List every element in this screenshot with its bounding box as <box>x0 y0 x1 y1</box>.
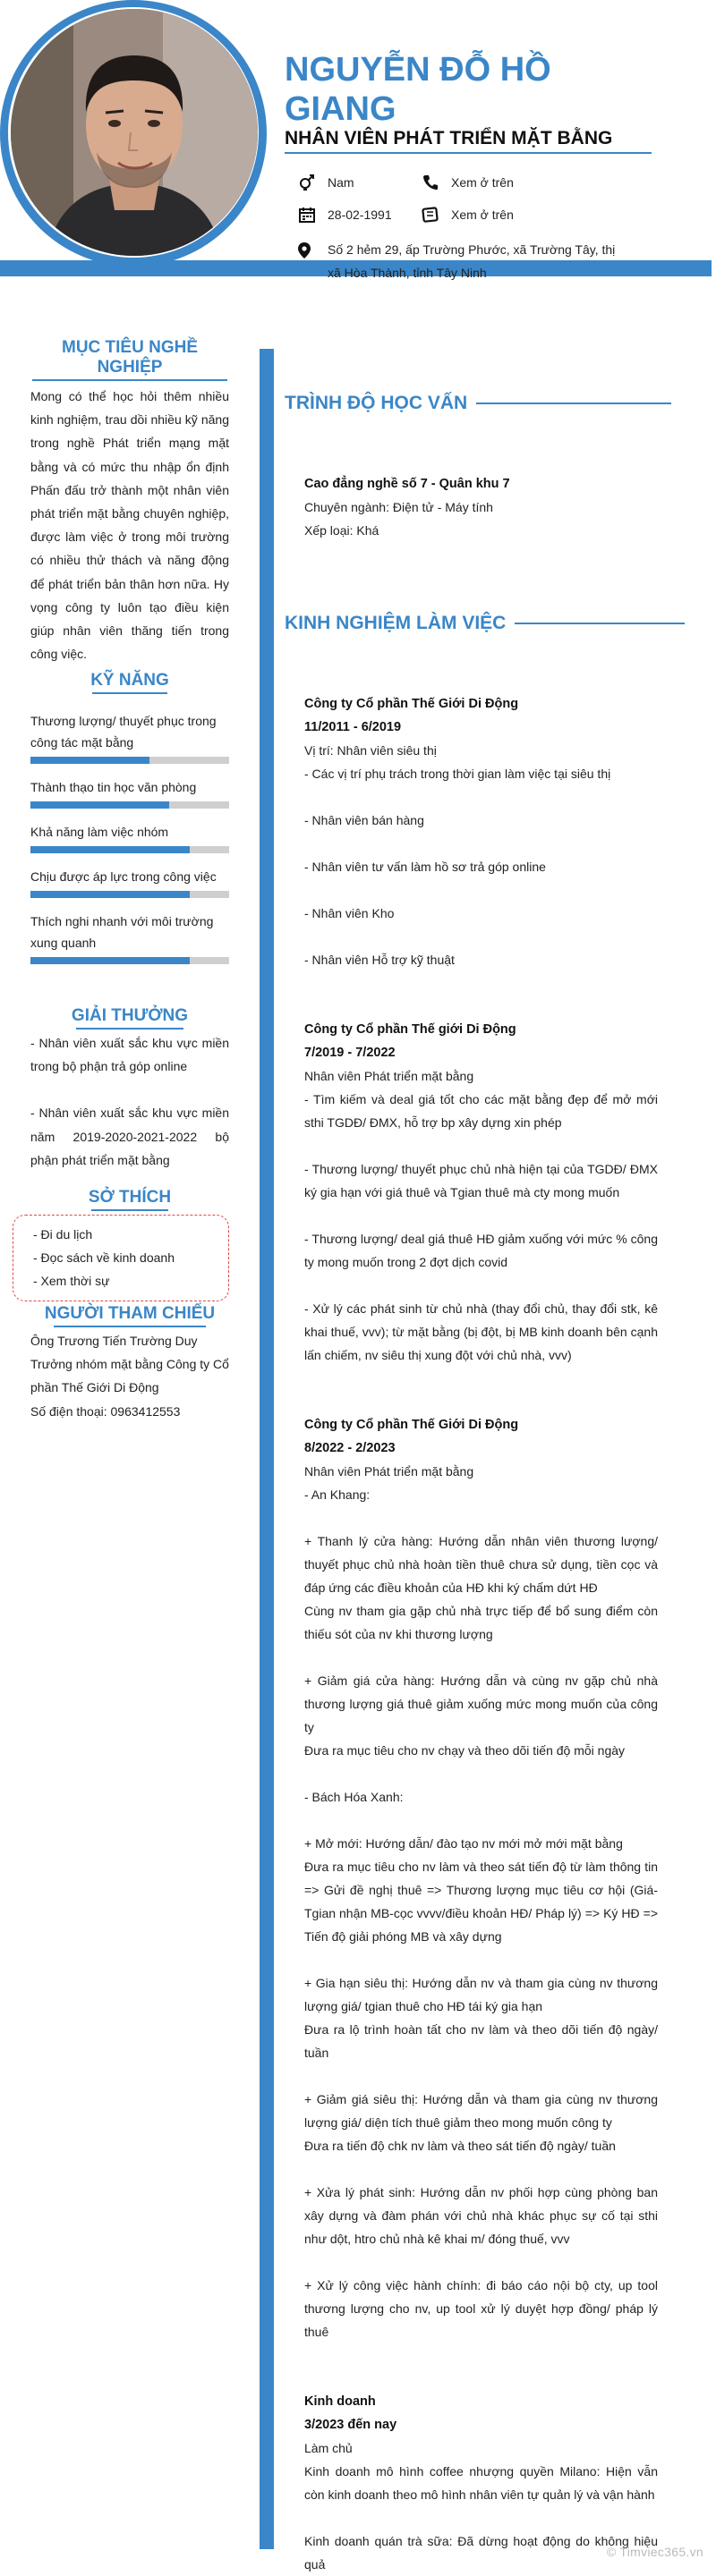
skill-level-fill <box>30 846 190 853</box>
phone-row <box>421 174 514 191</box>
education-grade: Xếp loại: Khá <box>304 523 379 538</box>
skill-label: Thương lượng/ thuyết phục trong công tác mặt bằng <box>30 714 217 750</box>
skill-label: Chịu được áp lực trong công việc <box>30 869 217 884</box>
spacer <box>304 1948 658 1971</box>
skill-level-bar <box>30 891 229 898</box>
title-underline <box>285 152 652 154</box>
job-detail-line: - Nhân viên Hỗ trợ kỹ thuật <box>304 953 455 967</box>
hobbies-underline <box>91 1209 168 1211</box>
skill-level-fill <box>30 801 169 809</box>
experience-rule <box>515 623 685 624</box>
skill-item <box>30 821 229 853</box>
skill-level-fill <box>30 891 190 898</box>
spacer <box>304 2506 658 2529</box>
job-detail-line: + Giảm giá cửa hàng: Hướng dẫn và cùng nv gặp chủ nhà thương lượng giá thuê giảm xuống mức mong muốn của công ty <box>304 1674 658 1734</box>
skills-title: KỸ NĂNG <box>90 671 169 690</box>
address-row <box>297 238 619 284</box>
skills-underline <box>92 692 167 694</box>
spacer <box>304 2064 658 2088</box>
hobbies-title: SỞ THÍCH <box>88 1188 172 1207</box>
awards-underline <box>76 1028 183 1030</box>
awards-section <box>30 1006 229 1172</box>
hobby-item: - Xem thời sự <box>33 1274 110 1288</box>
job-detail-line: Làm chủ <box>304 2441 353 2455</box>
job-detail-line: Đưa ra mục tiêu cho nv chạy và theo dõi tiến độ mỗi ngày <box>304 1743 626 1758</box>
job-period: 7/2019 - 7/2022 <box>304 1046 396 1060</box>
email-row <box>421 206 514 224</box>
spacer <box>304 925 658 948</box>
education-title: TRÌNH ĐỘ HỌC VẤN <box>285 393 468 413</box>
skill-item <box>30 776 229 809</box>
job-detail-line: + Xử lý công việc hành chính: đi báo cáo nội bộ cty, up tool thương lượng cho nv, up tool xử lý duyệt hợp đồng/ pháp lý thuê <box>304 2278 658 2339</box>
job-detail-line: Kinh doanh mô hình coffee nhượng quyền Milano: Hiện vẫn còn kinh doanh theo mô hình nhân viên tự quản lý và vận hành <box>304 2464 658 2502</box>
spacer <box>304 1134 658 1157</box>
experience-heading <box>285 613 685 634</box>
reference-name: Ông Trương Tiến Trường Duy <box>30 1334 198 1348</box>
education-section <box>304 472 658 542</box>
spacer <box>304 878 658 902</box>
reference-position: Trưởng nhóm mặt bằng Công ty Cổ phần Thế Giới Di Động <box>30 1357 229 1395</box>
job-detail-line: - Thương lượng/ deal giá thuê HĐ giảm xuống với mức % công ty mong muốn trong 2 đợt dịch covid <box>304 1232 658 1269</box>
job-detail-line: Nhân viên Phát triển mặt bằng <box>304 1464 474 1479</box>
skill-label: Thành thạo tin học văn phòng <box>30 780 197 794</box>
experience-title: KINH NGHIỆM LÀM VIỆC <box>285 613 507 633</box>
phone-value: Xem ở trên <box>451 175 514 190</box>
hobbies-box <box>13 1215 229 1301</box>
gender-value: Nam <box>328 175 354 190</box>
hobby-item: - Đi du lịch <box>33 1227 93 1241</box>
job-detail-line: + Thanh lý cửa hàng: Hướng dẫn nhân viên thương lượng/ thuyết phục chủ nhà hoàn tiền thuê chưa sử dụng, tiền cọc và đáp ứng các điều khoản của HĐ khi ký chấm dứt HĐ <box>304 1534 658 1595</box>
objective-text: Mong có thể học hỏi thêm nhiều kinh nghiệm, trau dồi nhiều kỹ năng trong nghề Phát triển mạng mặt bằng và có mức thu nhập ổn định Phấn đấu trở thành một nhân viên phát triển mặt bằng chuyên nghiệp, được làm việc ở trong môi trường có nhiều thử thách và năng động để phát triển bản thân hơn nữa. Hy vọng công ty luôn tạo điều kiện giúp nhân viên thăng tiến trong công việc. <box>30 389 229 662</box>
awards-title: GIẢI THƯỞNG <box>71 1006 189 1025</box>
skill-level-bar <box>30 957 229 964</box>
job-detail-line: - Các vị trí phụ trách trong thời gian làm việc tại siêu thị <box>304 767 611 781</box>
job-detail-line: - Nhân viên bán hàng <box>304 813 424 827</box>
job-title: NHÂN VIÊN PHÁT TRIỂN MẶT BẰNG <box>285 128 613 148</box>
award-item-1: - Nhân viên xuất sắc khu vực miền trong bộ phận trả góp online <box>30 1036 229 1074</box>
job-detail-line: + Giảm giá siêu thị: Hướng dẫn và tham gia cùng nv thương lượng giá/ diện tích thuê giảm theo mong muốn công ty <box>304 2092 658 2130</box>
job-period: 8/2022 - 2/2023 <box>304 1441 396 1455</box>
spacer <box>304 2250 658 2274</box>
skill-label: Khả năng làm việc nhóm <box>30 825 169 839</box>
skill-level-bar <box>30 846 229 853</box>
job-detail-line: + Gia hạn siêu thị: Hướng dẫn nv và tham gia cùng nv thương lượng giá/ tgian thuê cho HĐ tái ký gia hạn <box>304 1976 658 2013</box>
job-detail-line: Kinh doanh quán trà sữa: Đã dừng hoạt động do không hiệu quả <box>304 2534 658 2572</box>
gender-icon <box>297 174 317 191</box>
spacer <box>304 832 658 855</box>
job-detail-line: Nhân viên Phát triển mặt bằng <box>304 1069 474 1083</box>
job-detail-line: - Thương lượng/ thuyết phục chủ nhà hiện tại của TGDĐ/ ĐMX ký gia hạn với giá thuê và Tgian thuê mà cty mong muốn <box>304 1162 658 1199</box>
experience-list <box>304 692 658 2576</box>
job-company: Công ty Cổ phần Thế giới Di Động <box>304 1022 516 1037</box>
skill-level-bar <box>30 757 229 764</box>
hobbies-title-wrap <box>30 1188 229 1211</box>
skill-label: Thích nghi nhanh với môi trường xung quanh <box>30 914 214 950</box>
objective-title: MỤC TIÊU NGHỀ NGHIỆP <box>62 338 198 377</box>
skill-item <box>30 710 229 764</box>
location-icon <box>297 242 311 267</box>
job-detail-line: + Mở mới: Hướng dẫn/ đào tạo nv mới mở mới mặt bằng <box>304 1836 623 1851</box>
birthday-row <box>297 206 392 224</box>
skill-level-bar <box>30 801 229 809</box>
education-rule <box>476 402 671 404</box>
job-entry <box>304 1413 658 2343</box>
hobby-item: - Đọc sách về kinh doanh <box>33 1250 175 1265</box>
job-period: 3/2023 đến nay <box>304 2418 397 2432</box>
skill-item <box>30 866 229 898</box>
objective-section <box>30 338 229 665</box>
email-value: Xem ở trên <box>451 208 514 222</box>
spacer <box>304 1506 658 1530</box>
gender-row <box>297 174 354 191</box>
job-entry <box>304 2390 658 2576</box>
objective-underline <box>32 379 227 381</box>
skill-item <box>30 911 229 964</box>
job-period: 11/2011 - 6/2019 <box>304 720 402 734</box>
job-detail-line: - Xử lý các phát sinh từ chủ nhà (thay đổi chủ, thay đổi stk, kê khai thuế, vvv); từ mặt bằng (bị đột, bị MB kinh doanh bên cạnh lấn chiếm, nv siêu thị xung đột với chủ nhà, vvv) <box>304 1301 658 1362</box>
calendar-icon <box>297 206 317 224</box>
job-detail-line: + Xửa lý phát sinh: Hướng dẫn nv phối hợp cùng phòng ban xây dựng và đàm phán với chủ nhà khác phục sự cố tại sthi như dột, htro chủ nhà kê khai m/ đóng thuế, vvv <box>304 2185 658 2246</box>
skills-list <box>30 710 229 964</box>
job-detail-line: - An Khang: <box>304 1487 371 1502</box>
address-value: Số 2 hẻm 29, ấp Trường Phước, xã Trường Tây, thị xã Hòa Thành, tỉnh Tây Ninh <box>328 242 616 280</box>
job-detail-line: Đưa ra mục tiêu cho nv làm và theo sát tiến độ từ làm thông tin => Gửi đề nghị thuê => Thương lượng mục tiêu cơ hội (Giá-Tgian nhận MB-cọc vvvv/điều khoản HĐ/ Pháp lý) => Ký HĐ => Tiến độ giải phóng MB và xây dựng <box>304 1860 658 1944</box>
candidate-name: NGUYỄN ĐỖ HỒ GIANG <box>285 51 551 128</box>
reference-underline <box>54 1326 206 1327</box>
email-icon <box>421 206 440 224</box>
reference-section <box>30 1304 229 1423</box>
education-school: Cao đẳng nghề số 7 - Quân khu 7 <box>304 477 510 491</box>
footer-watermark: © Timviec365.vn <box>606 2545 703 2559</box>
spacer <box>304 2157 658 2181</box>
job-detail-line: Đưa ra lộ trình hoàn tất cho nv làm và theo dõi tiến độ ngày/ tuần <box>304 2022 658 2060</box>
spacer <box>304 1204 658 1227</box>
skill-level-fill <box>30 957 190 964</box>
spacer <box>304 1646 658 1669</box>
phone-icon <box>421 174 440 191</box>
job-detail-line: Vị trí: Nhân viên siêu thị <box>304 743 437 758</box>
education-major: Chuyên ngành: Điện tử - Máy tính <box>304 500 493 514</box>
job-detail-line: Cùng nv tham gia gặp chủ nhà trực tiếp để bổ sung điểm còn thiếu sót của nv khi thương lượng <box>304 1604 658 1641</box>
spacer <box>304 1762 658 1785</box>
spacer <box>304 1809 658 1832</box>
job-company: Kinh doanh <box>304 2394 376 2409</box>
spacer <box>304 1274 658 1297</box>
job-entry <box>304 692 658 971</box>
reference-title: NGƯỜI THAM CHIẾU <box>44 1304 216 1323</box>
job-detail-line: - Nhân viên tư vấn làm hồ sơ trả góp online <box>304 860 546 874</box>
job-detail-line: - Nhân viên Kho <box>304 906 395 920</box>
job-company: Công ty Cổ phần Thế Giới Di Động <box>304 697 519 711</box>
birthday-value: 28-02-1991 <box>328 208 392 222</box>
avatar <box>11 9 258 256</box>
job-company: Công ty Cổ phần Thế Giới Di Động <box>304 1418 519 1432</box>
job-entry <box>304 1018 658 1367</box>
skills-section <box>30 671 229 977</box>
job-detail-line: - Tìm kiếm và deal giá tốt cho các mặt bằng đẹp để mở mới sthi TGDĐ/ ĐMX, hỗ trợ bp xây dựng xin phép <box>304 1092 658 1130</box>
job-detail-line: Đưa ra tiến độ chk nv làm và theo sát tiến độ ngày/ tuần <box>304 2139 616 2153</box>
job-detail-line: - Bách Hóa Xanh: <box>304 1790 404 1804</box>
reference-phone: Số điện thoại: 0963412553 <box>30 1403 181 1419</box>
education-heading <box>285 393 671 414</box>
timeline-bar <box>260 349 274 2549</box>
award-item-2: - Nhân viên xuất sắc khu vực miền năm 2019-2020-2021-2022 bộ phận phát triển mặt bằng <box>30 1106 229 1167</box>
avatar-photo <box>11 9 258 256</box>
spacer <box>304 785 658 809</box>
skill-level-fill <box>30 757 149 764</box>
